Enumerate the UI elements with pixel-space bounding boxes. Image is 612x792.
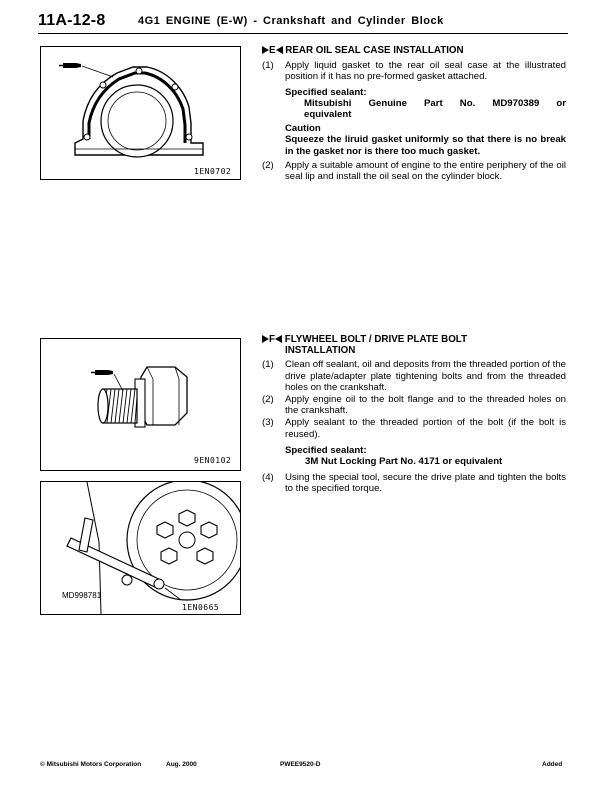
- footer-status: Added: [542, 761, 563, 768]
- section-f-step-3: (3) Apply sealant to the threaded portion of the bolt (if the bolt is reused).: [262, 417, 566, 440]
- footer-copyright: © Mitsubishi Motors Corporation: [40, 761, 142, 768]
- section-f-title-line-1: FLYWHEEL BOLT / DRIVE PLATE BOLT: [284, 334, 468, 345]
- footer-doc-code: PWEE9520-D: [280, 761, 321, 768]
- left-triangle-icon: [276, 46, 283, 54]
- section-f-heading: [262, 334, 566, 345]
- page-number: 11A-12-8: [38, 12, 106, 29]
- section-e-caution-text: Squeeze the liruid gasket uniformly so that there is no break in the gasket nor is there too much gasket.: [285, 134, 566, 157]
- section-f-title-line-2: INSTALLATION: [285, 345, 356, 357]
- section-f-sealant-label: Specified sealant:: [285, 444, 367, 456]
- figure-code-flywheel: 9EN0102: [194, 456, 232, 465]
- sealant-tube-icon: [59, 63, 81, 68]
- sealant-tube-icon: [91, 370, 113, 375]
- section-f-step-2: (2) Apply engine oil to the bolt flange and to the threaded holes on the crankshaft.: [262, 394, 566, 417]
- figure-rear-oil-seal-case: [40, 46, 241, 180]
- section-e-heading: [262, 45, 566, 56]
- section-e-caution-label: Caution: [285, 123, 321, 135]
- section-f-step-4: (4) Using the special tool, secure the drive plate and tighten the bolts to the specified torque.: [262, 472, 566, 495]
- section-f-step-1: (1) Clean off sealant, oil and deposits from the threaded portion of the drive plate/adapter plate tightening bolts and from the threaded holes on the crankshaft.: [262, 359, 566, 393]
- figure-flywheel-bolt: [40, 338, 241, 471]
- section-e-sealant-line-1: Mitsubishi Genuine Part No. MD970389 or: [304, 97, 566, 109]
- tool-label: MD998781: [62, 591, 102, 600]
- section-f: [262, 334, 566, 495]
- left-triangle-icon: [275, 335, 282, 343]
- section-e-sealant-line-2: equivalent: [304, 109, 352, 121]
- page-title: 4G1 ENGINE (E-W) - Crankshaft and Cylinder Block: [138, 15, 444, 27]
- right-triangle-icon: [262, 335, 269, 343]
- section-e-marker: E: [269, 45, 276, 56]
- section-f-sealant-value: 3M Nut Locking Part No. 4171 or equivalent: [305, 456, 503, 468]
- figure-code-rear-seal: 1EN0702: [194, 167, 232, 176]
- section-e-sealant-label: Specified sealant:: [285, 86, 367, 98]
- footer-date: Aug. 2000: [166, 761, 197, 768]
- section-e-step-1: (1) Apply liquid gasket to the rear oil seal case at the illustrated position if it has no pre-formed gasket attached.: [262, 60, 566, 83]
- section-e: [262, 45, 566, 182]
- section-f-marker: F: [269, 334, 275, 345]
- section-e-step-2: (2) Apply a suitable amount of engine to the entire periphery of the oil seal lip and install the oil seal on the cylinder block.: [262, 159, 566, 183]
- section-e-title: REAR OIL SEAL CASE INSTALLATION: [285, 45, 464, 56]
- right-triangle-icon: [262, 46, 269, 54]
- header-rule: [38, 33, 568, 34]
- figure-code-tool: 1EN0665: [182, 603, 220, 612]
- bolt-head: [141, 367, 187, 425]
